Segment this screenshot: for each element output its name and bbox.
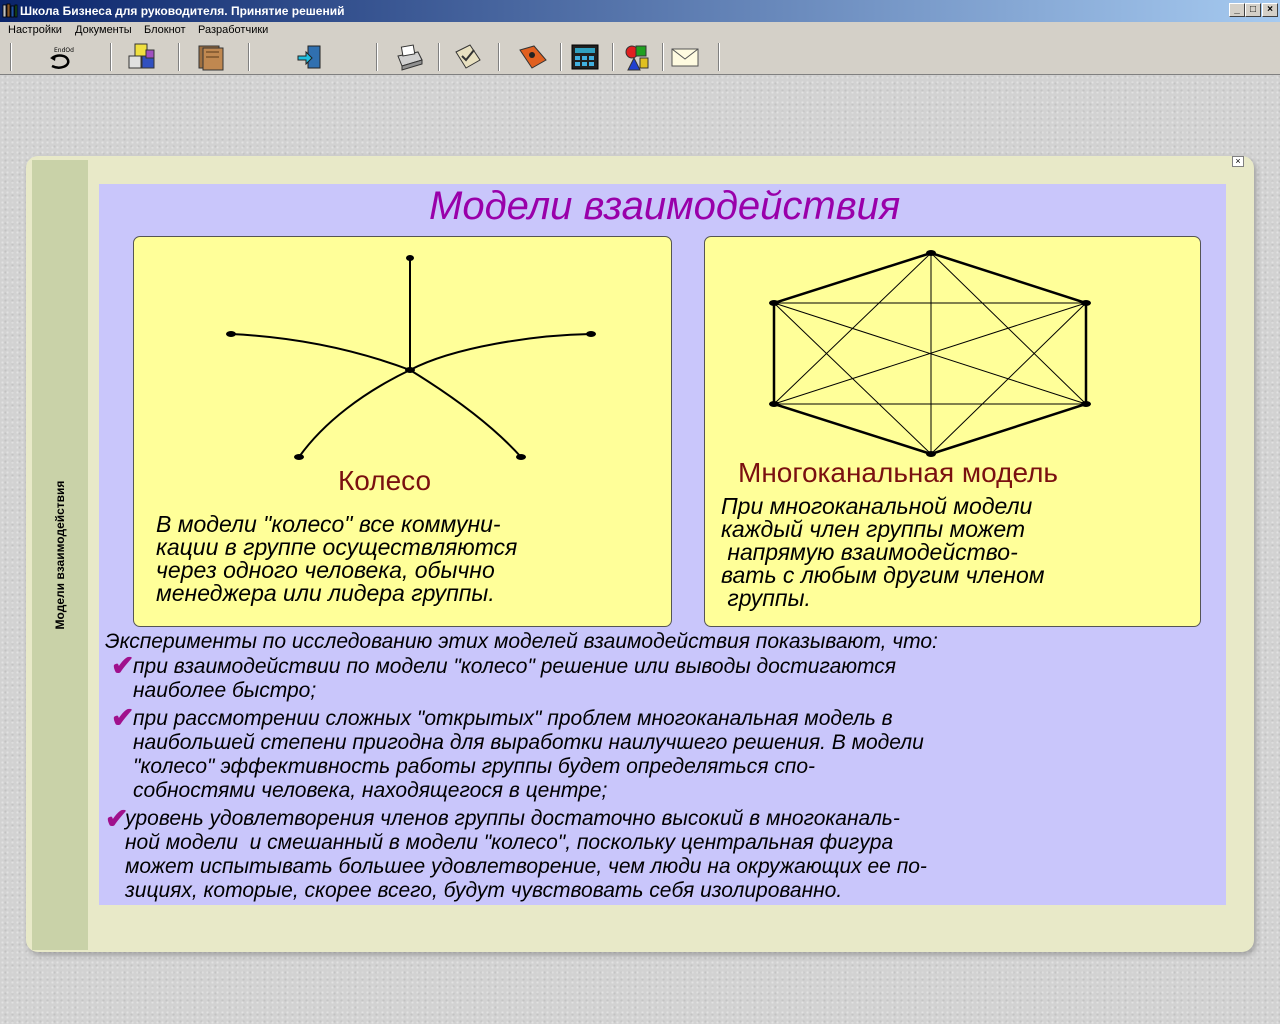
toolbar-separator <box>662 43 664 71</box>
title-bar <box>0 0 1280 22</box>
sidebar <box>32 160 88 950</box>
sidebar-label: Модели взаимодействия <box>53 480 67 630</box>
panel-close-button[interactable]: × <box>1232 156 1244 167</box>
wheel-card <box>133 236 672 627</box>
folders-icon[interactable] <box>195 42 229 72</box>
multichannel-line: При многоканальной модели <box>721 493 1033 519</box>
door-icon[interactable] <box>294 42 328 72</box>
toolbar-separator <box>718 43 720 71</box>
bullet-line: зициях, которые, скорее всего, будут чувствовать себя изолированно. <box>125 879 843 902</box>
menu-documents[interactable]: Документы <box>75 24 132 36</box>
menu-settings[interactable]: Настройки <box>8 24 62 36</box>
book-icon[interactable] <box>516 42 550 72</box>
printer-icon[interactable] <box>392 42 426 72</box>
menu-notepad[interactable]: Блокнот <box>144 24 186 36</box>
menu-bar <box>0 22 1280 40</box>
wheel-line: менеджера или лидера группы. <box>156 580 495 606</box>
clipboard-icon[interactable] <box>450 42 484 72</box>
toolbar-separator <box>376 43 378 71</box>
shapes-icon[interactable] <box>620 42 654 72</box>
check-icon: ✔ <box>111 702 135 733</box>
multichannel-line: каждый член группы может <box>721 516 1026 542</box>
slide-title: Модели взаимодействия <box>429 184 901 228</box>
minimize-button[interactable]: _ <box>1229 3 1245 17</box>
toolbar-separator <box>560 43 562 71</box>
close-window-button[interactable]: × <box>1262 3 1278 17</box>
wheel-line: кации в группе осуществляются <box>156 534 518 560</box>
check-icon: ✔ <box>111 650 135 681</box>
multichannel-line: напрямую взаимодейство- <box>721 539 1018 565</box>
bullet-line: собностями человека, находящегося в центре; <box>133 779 608 802</box>
bullet-line: уровень удовлетворения членов группы достаточно высокий в многоканаль- <box>125 807 900 830</box>
exit-icon[interactable] <box>40 42 80 72</box>
bullet-line: ной модели и смешанный в модели "колесо", поскольку центральная фигура <box>125 831 894 854</box>
toolbar-separator <box>438 43 440 71</box>
bullet-3 <box>125 807 927 903</box>
wheel-description <box>156 513 517 605</box>
cubes-icon[interactable] <box>126 42 160 72</box>
window-title: Школа Бизнеса для руководителя. Принятие решений <box>20 4 345 18</box>
slide-content <box>99 184 1226 905</box>
multichannel-line: группы. <box>721 585 811 611</box>
bullet-line: при взаимодействии по модели "колесо" решение или выводы достигаются <box>133 655 897 678</box>
bullet-line: при рассмотрении сложных "открытых" проблем многоканальная модель в <box>133 707 893 730</box>
multichannel-description <box>721 495 1045 610</box>
bullet-line: наибольшей степени пригодна для выработки наилучшего решения. В модели <box>133 731 924 754</box>
toolbar-separator <box>178 43 180 71</box>
books-app-icon <box>2 3 18 19</box>
multichannel-heading: Многоканальная модель <box>738 457 1059 488</box>
toolbar-separator <box>248 43 250 71</box>
multichannel-card <box>704 236 1201 627</box>
calculator-icon[interactable] <box>568 42 602 72</box>
bullet-line: "колесо" эффективность работы группы будет определяться спо- <box>133 755 815 778</box>
mail-icon[interactable] <box>668 42 702 72</box>
bullet-1 <box>133 655 896 703</box>
toolbar-separator <box>10 43 12 71</box>
toolbar-separator <box>498 43 500 71</box>
toolbar-separator <box>110 43 112 71</box>
maximize-button[interactable]: □ <box>1245 3 1261 17</box>
svg-text:EndOd: EndOd <box>54 47 74 54</box>
multichannel-line: вать с любым другим членом <box>721 562 1045 588</box>
check-icon: ✔ <box>105 803 129 834</box>
bullet-line: наиболее быстро; <box>133 679 317 702</box>
menu-developers[interactable]: Разработчики <box>198 24 269 36</box>
intro-text: Эксперименты по исследованию этих моделей взаимодействия показывают, что: <box>105 630 938 653</box>
wheel-heading: Колесо <box>338 465 432 496</box>
toolbar <box>0 40 1280 75</box>
wheel-line: В модели "колесо" все коммуни- <box>156 511 501 537</box>
bullet-2 <box>133 707 924 803</box>
toolbar-separator <box>612 43 614 71</box>
bullet-line: может испытывать большее удовлетворение, чем люди на окружающих ее по- <box>125 855 927 878</box>
wheel-line: через одного человека, обычно <box>156 557 495 583</box>
